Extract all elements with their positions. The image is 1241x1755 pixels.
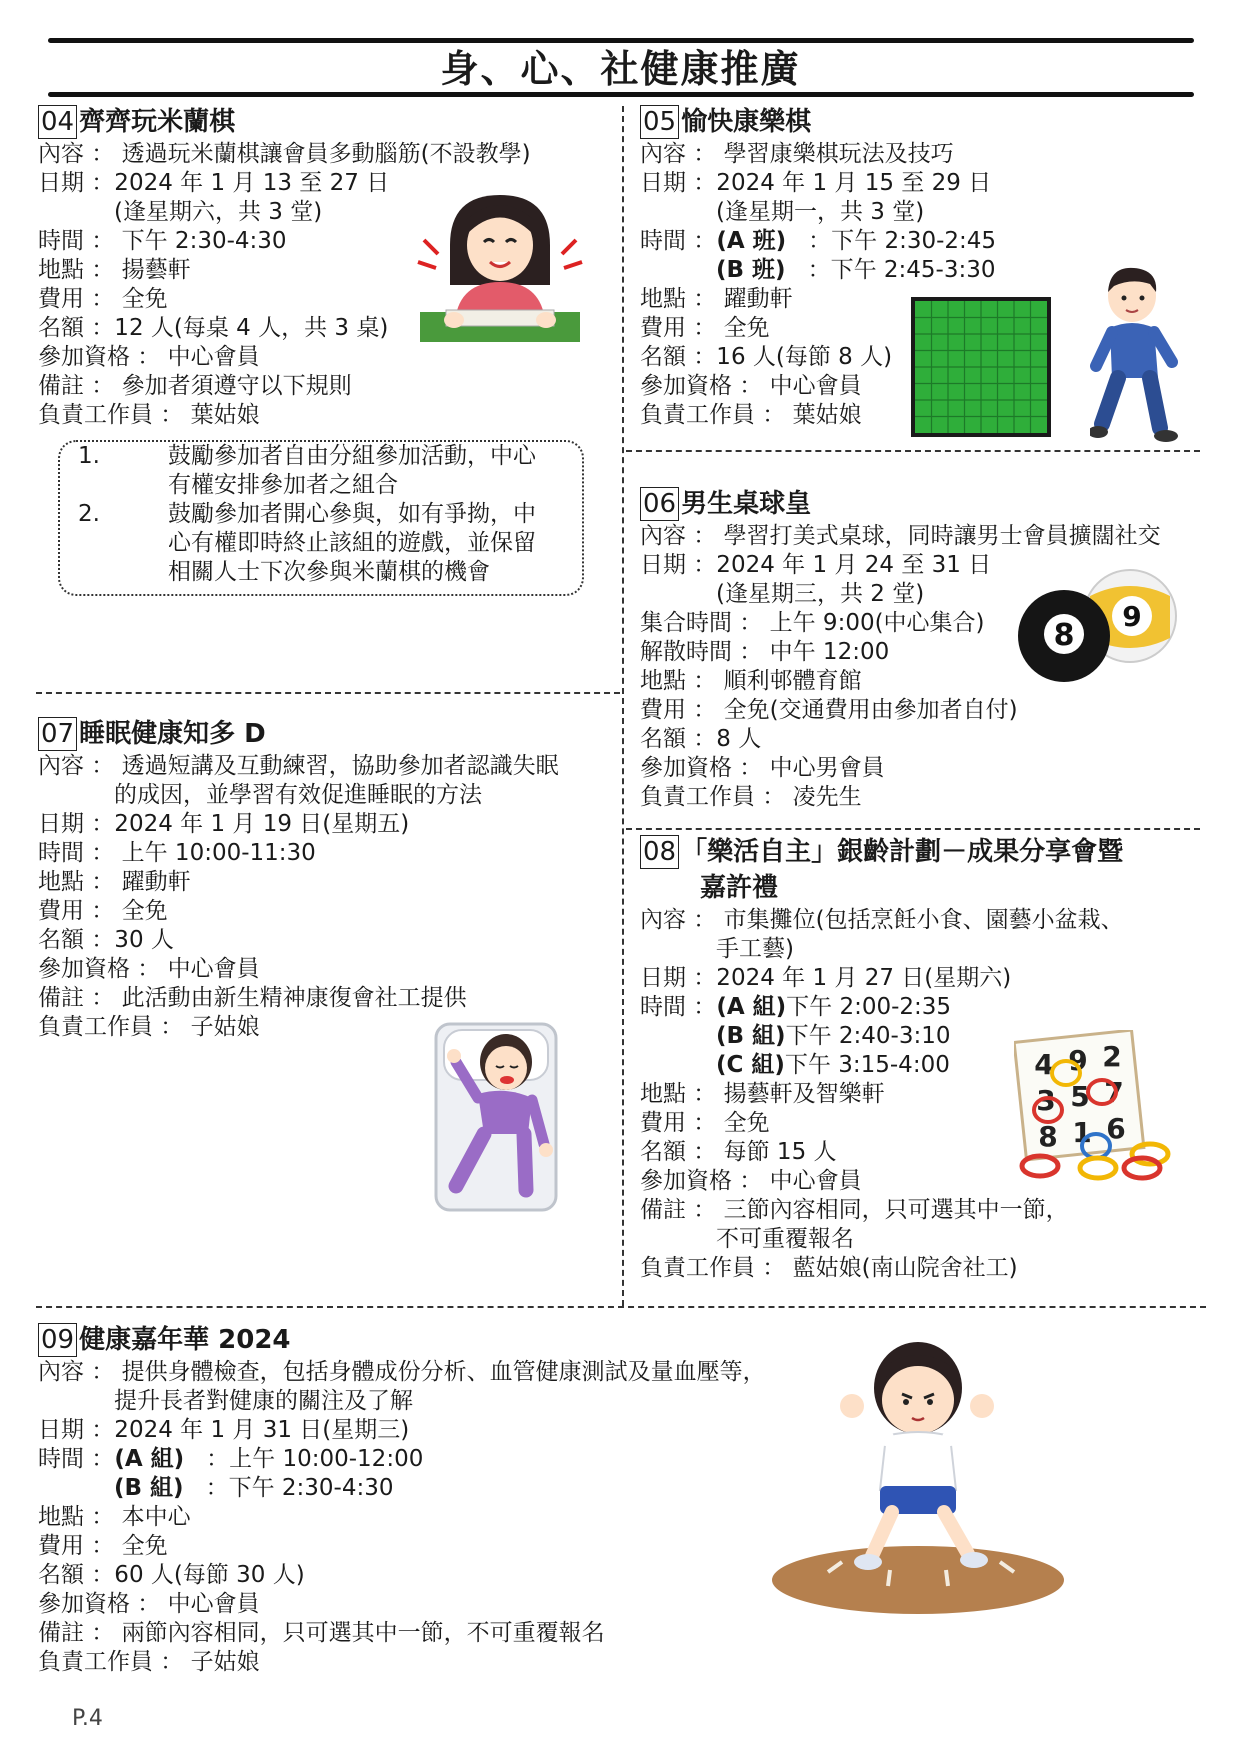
venue: 地點 ： 本中心	[38, 1504, 191, 1530]
board-number: 9	[1068, 1044, 1088, 1077]
venue: 地點 ： 揚藝軒及智樂軒	[640, 1081, 885, 1107]
section-title: 愉快康樂棋	[681, 107, 812, 137]
running-girl-illustration	[768, 1336, 1068, 1616]
fee: 費用 ： 全免	[640, 315, 770, 341]
billiard-balls-illustration	[1016, 566, 1186, 686]
fee: 費用 ： 全免	[38, 1533, 168, 1559]
date: 日期 ：2024 年 1 月 27 日(星期六)	[640, 965, 1012, 991]
quota: 名額 ： 每節 15 人	[640, 1139, 837, 1165]
content: 內容 ： 學習打美式桌球，同時讓男士會員擴闊社交	[640, 523, 1161, 549]
time-a: 下午 2:00-2:35	[786, 994, 952, 1020]
venue: 地點 ： 順利邨體育館	[640, 668, 862, 694]
staff: 負責工作員 ： 子姑娘	[38, 1649, 260, 1675]
date: 日期 ：2024 年 1 月 24 至 31 日	[640, 552, 992, 578]
section-number: 08	[640, 835, 679, 869]
title-rule-top	[48, 38, 1194, 43]
section-07	[38, 716, 559, 1042]
board-number: 5	[1070, 1080, 1090, 1113]
date-note: (逢星期六，共 3 堂)	[114, 199, 323, 225]
board-number: 3	[1036, 1084, 1056, 1117]
time-label: 時間 ：	[38, 1446, 115, 1472]
time: 時間 ： 上午 10:00-11:30	[38, 840, 316, 866]
time: 時間 ： 下午 2:30-4:30	[38, 228, 287, 254]
staff: 負責工作員 ： 葉姑娘	[640, 402, 862, 428]
date: 日期 ：2024 年 1 月 19 日(星期五)	[38, 811, 410, 837]
date: 日期 ：2024 年 1 月 13 至 27 日	[38, 170, 390, 196]
staff: 負責工作員 ： 子姑娘	[38, 1014, 260, 1040]
content-cont: 提升長者對健康的關注及了解	[114, 1388, 413, 1414]
group-label: (C 組)	[716, 1052, 785, 1078]
content: 內容 ： 提供身體檢查，包括身體成份分析、血管健康測試及量血壓等，	[38, 1359, 766, 1385]
fee: 費用 ： 全免(交通費用由參加者自付)	[640, 697, 1018, 723]
eligibility: 參加資格 ： 中心會員	[38, 344, 260, 370]
group-label: (A 班)	[716, 228, 787, 254]
rule-text: 心有權即時終止該組的遊戲，並保留	[168, 530, 536, 556]
board-number: 6	[1106, 1112, 1126, 1145]
quota: 名額 ：12 人(每桌 4 人，共 3 桌)	[38, 315, 389, 341]
divider-05-06	[626, 450, 1200, 452]
section-title-cont: 嘉許禮	[700, 873, 779, 903]
date-note: (逢星期一，共 3 堂)	[716, 199, 925, 225]
group-label: (A 組)	[716, 994, 787, 1020]
date: 日期 ：2024 年 1 月 31 日(星期三)	[38, 1417, 410, 1443]
eligibility: 參加資格 ： 中心會員	[38, 1591, 260, 1617]
rule-text: 有權安排參加者之組合	[168, 472, 398, 498]
content: 內容 ： 透過短講及互動練習，協助參加者認識失眠	[38, 753, 559, 779]
section-title: 健康嘉年華 2024	[79, 1325, 291, 1355]
rule-number: 2.	[78, 501, 100, 527]
fee: 費用 ： 全免	[640, 1110, 770, 1136]
venue: 地點 ： 躍動軒	[640, 286, 793, 312]
quota: 名額 ：30 人	[38, 927, 174, 953]
remarks-cont: 不可重覆報名	[716, 1226, 854, 1252]
section-09	[38, 1322, 766, 1677]
quota: 名額 ：16 人(每節 8 人)	[640, 344, 893, 370]
remarks: 備註 ： 此活動由新生精神康復會社工提供	[38, 985, 467, 1011]
ring-toss-illustration	[1014, 1030, 1184, 1190]
section-title: 「樂活自主」銀齡計劃－成果分享會暨	[681, 837, 1124, 867]
content-cont: 的成因，並學習有效促進睡眠的方法	[114, 782, 482, 808]
fee: 費用 ： 全免	[38, 286, 168, 312]
date-note: (逢星期三，共 2 堂)	[716, 581, 925, 607]
time-label: 時間 ：	[640, 228, 717, 254]
remarks: 備註 ： 參加者須遵守以下規則	[38, 373, 352, 399]
divider-09	[36, 1306, 1206, 1308]
remarks: 備註 ： 三節內容相同，只可選其中一節，	[640, 1197, 1069, 1223]
fee: 費用 ： 全免	[38, 898, 168, 924]
time-c: 下午 3:15-4:00	[784, 1052, 950, 1078]
venue: 地點 ： 揚藝軒	[38, 257, 191, 283]
venue: 地點 ： 躍動軒	[38, 869, 191, 895]
rules-box	[58, 440, 584, 596]
section-number: 07	[38, 717, 77, 751]
divider-04-07	[36, 692, 620, 694]
content-cont: 手工藝)	[716, 936, 794, 962]
group-label: (B 班)	[716, 257, 786, 283]
page-number: P.4	[72, 1706, 103, 1731]
dismiss-time: 解散時間 ： 中午 12:00	[640, 639, 890, 665]
board-number: 2	[1102, 1040, 1122, 1073]
divider-06-08	[626, 828, 1200, 830]
gather-time: 集合時間 ： 上午 9:00(中心集合)	[640, 610, 985, 636]
ball-number: 8	[1053, 618, 1075, 653]
remarks: 備註 ： 兩節內容相同，只可選其中一節，不可重覆報名	[38, 1620, 605, 1646]
time-label: 時間 ：	[640, 994, 717, 1020]
staff: 負責工作員 ： 葉姑娘	[38, 402, 260, 428]
section-title: 男生桌球皇	[681, 489, 812, 519]
time-b: 下午 2:40-3:10	[785, 1023, 951, 1049]
staff: 負責工作員 ： 藍姑娘(南山院舍社工)	[640, 1255, 1018, 1281]
page-title: 身、心、社健康推廣	[440, 47, 801, 91]
walking-man-illustration	[1090, 266, 1190, 446]
carrom-board-illustration	[910, 296, 1052, 438]
time-b: ：下午 2:45-3:30	[807, 257, 996, 283]
board-number: 1	[1072, 1116, 1092, 1149]
eligibility: 參加資格 ： 中心會員	[640, 1168, 862, 1194]
board-number: 7	[1104, 1076, 1124, 1109]
section-number: 05	[640, 105, 679, 139]
eligibility: 參加資格 ： 中心會員	[640, 373, 862, 399]
quota: 名額 ：8 人	[640, 726, 762, 752]
section-title: 睡眠健康知多 D	[79, 719, 266, 749]
group-label: (A 組)	[114, 1446, 185, 1472]
rule-text: 鼓勵參加者自由分組參加活動，中心	[168, 443, 536, 469]
section-number: 09	[38, 1323, 77, 1357]
ball-number: 9	[1122, 600, 1142, 633]
content: 內容 ： 市集攤位(包括烹飪小食、園藝小盆栽、	[640, 907, 1124, 933]
date: 日期 ：2024 年 1 月 15 至 29 日	[640, 170, 992, 196]
time-a: ：上午 10:00-12:00	[206, 1446, 424, 1472]
group-label: (B 組)	[114, 1475, 184, 1501]
group-label: (B 組)	[716, 1023, 786, 1049]
section-number: 06	[640, 487, 679, 521]
board-number: 8	[1038, 1120, 1058, 1153]
staff: 負責工作員 ： 凌先生	[640, 784, 862, 810]
title-rule-bottom	[48, 92, 1194, 97]
rule-text: 鼓勵參加者開心參與，如有爭拗，中	[168, 501, 536, 527]
rule-text: 相關人士下次參與米蘭棋的機會	[168, 559, 490, 585]
rule-number: 1.	[78, 443, 100, 469]
eligibility: 參加資格 ： 中心男會員	[640, 755, 885, 781]
quota: 名額 ：60 人(每節 30 人)	[38, 1562, 305, 1588]
board-number: 4	[1034, 1048, 1054, 1081]
eligibility: 參加資格 ： 中心會員	[38, 956, 260, 982]
column-divider	[622, 106, 624, 1306]
section-title: 齊齊玩米蘭棋	[79, 107, 236, 137]
sleeping-girl-illustration	[434, 1022, 558, 1212]
section-number: 04	[38, 105, 77, 139]
time-b: ：下午 2:30-4:30	[205, 1475, 394, 1501]
content: 內容 ： 透過玩米蘭棋讓會員多動腦筋(不設教學)	[38, 141, 531, 167]
content: 內容 ： 學習康樂棋玩法及技巧	[640, 141, 954, 167]
mahjong-player-illustration	[410, 190, 590, 350]
time-a: ：下午 2:30-2:45	[808, 228, 997, 254]
